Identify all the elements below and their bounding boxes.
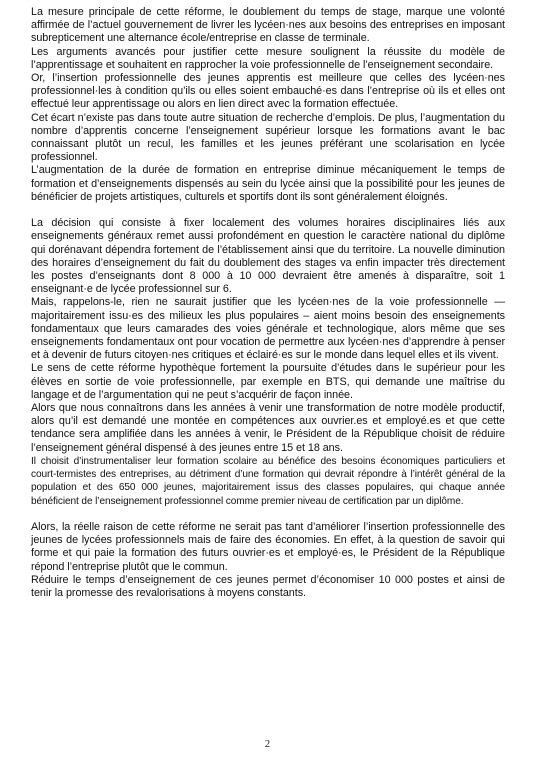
paragraph-duree-formation: L’augmentation de la durée de formation en entreprise diminue mécaniquement le temps de formation et d’enseignements dispensés au sein du lycée ainsi que la possibilité pour les jeunes de bénéficier de projets artistiques, culturels et sportifs dont ils sont généralement éloignés. — [31, 164, 505, 203]
paragraph-poursuite-etudes: Le sens de cette réforme hypothèque fortement la poursuite d’études dans le supérieur pour les élèves en sortie de voie professionnelle, par exemple en BTS, qui demande une maîtrise du langage et de l’argumentation qui ne peut s’acquérir de façon innée. — [31, 362, 505, 401]
paragraph-volumes-horaires: La décision qui consiste à fixer localement des volumes horaires disciplinaires liés aux enseignements généraux remet aussi profondément en question le caractère national du diplôme qui dorénavant dépendra fortement de l’établissement ainsi que du territoire. La nouvelle diminution des horaires d’enseignement du fait du doublement des stages va enfin impacter très directement les postes d’enseignants dont 8 000 à 10 000 devraient être amenés à disparaître, soit 1 enseignant·e de lycée professionnel sur 6. — [31, 217, 505, 296]
paragraph-instrumentaliser: Il choisit d’instrumentaliser leur formation scolaire au bénéfice des besoins économiques particuliers et court-termistes des entreprises, au détriment d’une formation qui devrait répondre à l’intérêt général de la population et des 650 000 jeunes, majoritairement issus des classes populaires, qui chaque année bénéficient de l’enseignement professionnel comme premier niveau de certification par un diplôme. — [31, 455, 505, 507]
paragraph-economiser-postes: Réduire le temps d’enseignement de ces jeunes permet d’économiser 10 000 postes et ainsi de tenir la promesse des revalorisations à moyens constants. — [31, 573, 505, 599]
paragraph-gap — [31, 508, 505, 521]
paragraph-insertion: Or, l’insertion professionnelle des jeunes apprentis est meilleure que celles des lycéen·nes professionnel·les à condition qu’ils ou elles soient embauché·es dans l’entreprise où ils et elles ont effectué leur apprentissage ou alors en lien direct avec la formation effectuée. — [31, 72, 505, 111]
paragraph-doublement-stage: La mesure principale de cette réforme, le doublement du temps de stage, marque une volonté affirmée de l’actuel gouvernement de livrer les lycéen·nes aux besoins des entreprises en imposant subrepticement une alternance école/entreprise en classe de terminale. — [31, 6, 505, 45]
paragraph-reelle-raison: Alors, la réelle raison de cette réforme ne serait pas tant d’améliorer l’insertion professionnelle des jeunes de lycées professionnels mais de faire des économies. En effet, à la question de savoir qui forme et qui paie la formation des futurs ouvrier·es et employé·es, le Président de la République répond l’entreprise plutôt que le commun. — [31, 520, 505, 573]
paragraph-rappelons: Mais, rappelons-le, rien ne saurait justifier que les lycéen·nes de la voie professionnelle — majoritairement issu·es des milieux les plus populaires – aient moins besoin des enseignements fondamentaux que leurs camarades des voies générale et technologique, alors même que ses enseignements fondamentaux ont pour vocation de permettre aux lycéen·nes d’apprendre à penser et à devenir de futurs citoyen·nes critiques et éclairé·es sur le monde dans lequel elles et ils vivent. — [31, 296, 505, 362]
page-number: 2 — [264, 738, 271, 750]
paragraph-arguments: Les arguments avancés pour justifier cette mesure soulignent la réussite du modèle de l’apprentissage et souhaitent en rapprocher la voie professionnelle de l’enseignement secondaire. — [31, 45, 505, 71]
paragraph-gap — [31, 204, 505, 217]
paragraph-modele-productif: Alors que nous connaîtrons dans les années à venir une transformation de notre modèle productif, alors qu’il est demandé une montée en compétences aux ouvrier.es et employé.es et que cette tendance sera amplifiée dans les années à venir, le Président de la République choisit de réduire l’enseignement général dispensé à des jeunes entre 15 et 18 ans. — [31, 402, 505, 454]
paragraph-ecart: Cet écart n’existe pas dans toute autre situation de recherche d’emplois. De plus, l’augmentation du nombre d’apprentis concerne l’enseignement supérieur lorsque les formations avant le bac connaissant plutôt un recul, les familles et les jeunes préférant une scolarisation en lycée professionnel. — [31, 111, 505, 164]
